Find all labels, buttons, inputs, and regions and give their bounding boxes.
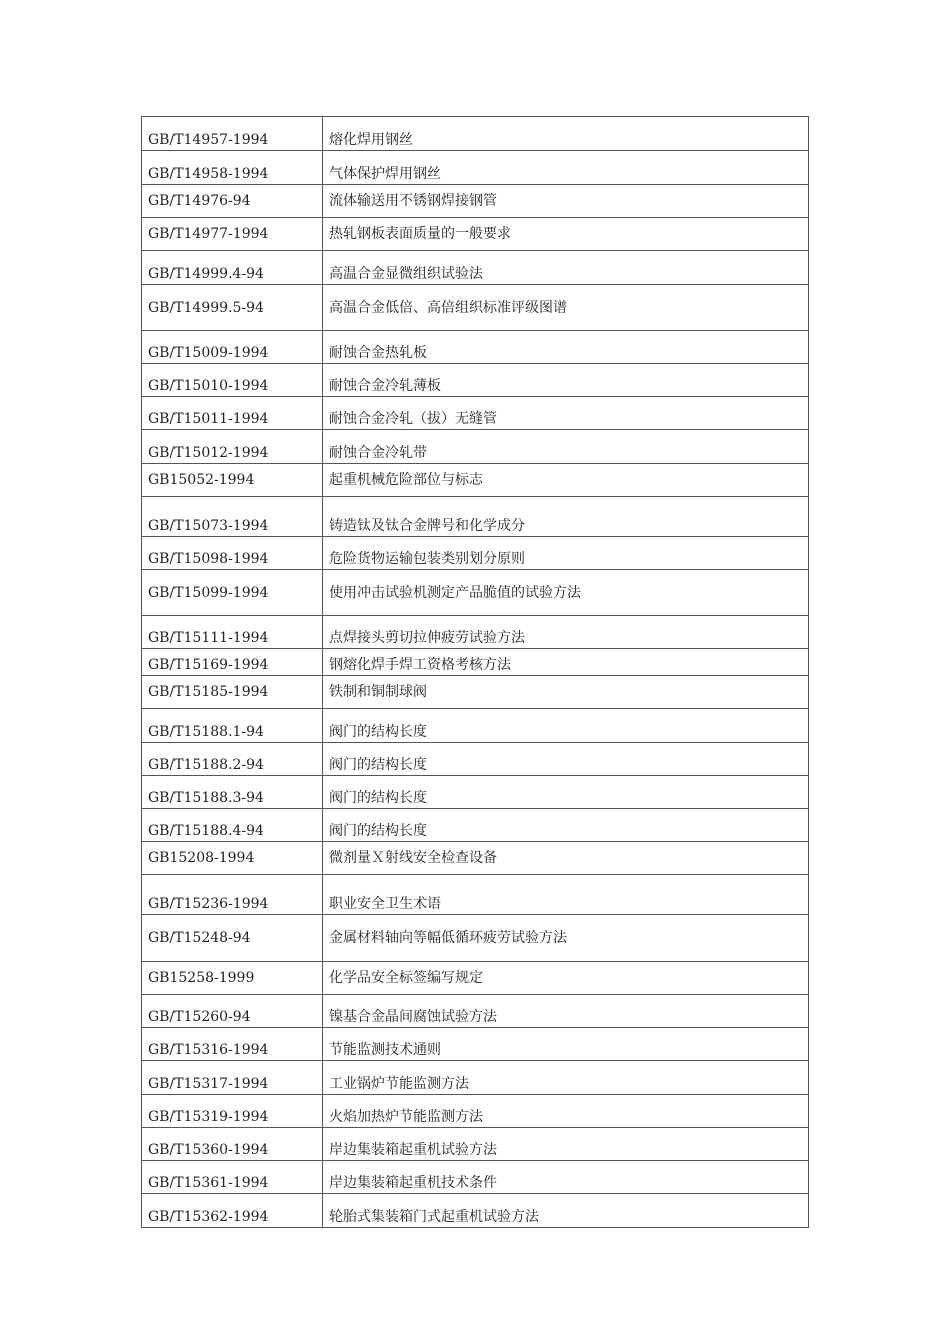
table-row	[142, 331, 809, 364]
standard-code: GB/T15188.3-94	[142, 776, 323, 809]
table-row	[142, 1095, 809, 1128]
table-row	[142, 676, 809, 709]
standard-name: 化学品安全标签编写规定	[323, 962, 809, 995]
table-row	[142, 251, 809, 285]
standard-code: GB/T15260-94	[142, 995, 323, 1028]
standard-name: 使用冲击试验机测定产品脆值的试验方法	[323, 570, 809, 616]
standard-code: GB/T15185-1994	[142, 676, 323, 709]
table-row	[142, 570, 809, 616]
standards-table-body	[142, 117, 809, 1228]
table-row	[142, 537, 809, 570]
standard-name: 阀门的结构长度	[323, 776, 809, 809]
table-row	[142, 1128, 809, 1161]
standard-code: GB15052-1994	[142, 464, 323, 497]
standard-name: 阀门的结构长度	[323, 809, 809, 842]
table-row	[142, 397, 809, 430]
standard-name: 起重机械危险部位与标志	[323, 464, 809, 497]
table-row	[142, 464, 809, 497]
table-row	[142, 1161, 809, 1194]
standard-code: GB15208-1994	[142, 842, 323, 875]
standard-code: GB/T15319-1994	[142, 1095, 323, 1128]
table-row	[142, 915, 809, 962]
standard-name: 高温合金显微组织试验法	[323, 251, 809, 285]
standard-name: 高温合金低倍、高倍组织标准评级图谱	[323, 285, 809, 331]
standard-code: GB/T15188.1-94	[142, 709, 323, 743]
standard-name: 耐蚀合金冷轧带	[323, 430, 809, 464]
standard-name: 铁制和铜制球阀	[323, 676, 809, 709]
table-row	[142, 117, 809, 151]
table-row	[142, 1194, 809, 1228]
table-row	[142, 185, 809, 218]
standard-code: GB/T15169-1994	[142, 649, 323, 676]
standard-code: GB/T14999.4-94	[142, 251, 323, 285]
standard-code: GB/T15360-1994	[142, 1128, 323, 1161]
standard-name: 阀门的结构长度	[323, 743, 809, 776]
standard-name: 职业安全卫生术语	[323, 875, 809, 915]
standard-name: 危险货物运输包装类别划分原则	[323, 537, 809, 570]
table-row	[142, 842, 809, 875]
standard-name: 流体输送用不锈钢焊接钢管	[323, 185, 809, 218]
table-row	[142, 1061, 809, 1095]
standard-code: GB/T15188.4-94	[142, 809, 323, 842]
standard-name: 微剂量Ｘ射线安全检查设备	[323, 842, 809, 875]
table-row	[142, 995, 809, 1028]
standard-name: 耐蚀合金热轧板	[323, 331, 809, 364]
table-row	[142, 364, 809, 397]
standard-name: 节能监测技术通则	[323, 1028, 809, 1061]
standards-table	[141, 116, 809, 1228]
standard-code: GB/T14976-94	[142, 185, 323, 218]
standard-name: 工业锅炉节能监测方法	[323, 1061, 809, 1095]
table-row	[142, 776, 809, 809]
standard-code: GB/T15361-1994	[142, 1161, 323, 1194]
standard-code: GB/T15010-1994	[142, 364, 323, 397]
standard-code: GB/T15099-1994	[142, 570, 323, 616]
table-row	[142, 1028, 809, 1061]
table-row	[142, 430, 809, 464]
table-row	[142, 709, 809, 743]
standard-code: GB/T15317-1994	[142, 1061, 323, 1095]
standard-name: 铸造钛及钛合金牌号和化学成分	[323, 497, 809, 537]
standard-code: GB/T14958-1994	[142, 151, 323, 185]
standard-code: GB/T15236-1994	[142, 875, 323, 915]
standard-name: 热轧钢板表面质量的一般要求	[323, 218, 809, 251]
standard-code: GB/T14977-1994	[142, 218, 323, 251]
standard-name: 阀门的结构长度	[323, 709, 809, 743]
standard-name: 气体保护焊用钢丝	[323, 151, 809, 185]
standard-code: GB/T15073-1994	[142, 497, 323, 537]
table-row	[142, 962, 809, 995]
standard-name: 耐蚀合金冷轧薄板	[323, 364, 809, 397]
standard-code: GB/T15012-1994	[142, 430, 323, 464]
table-row	[142, 809, 809, 842]
standard-code: GB/T15316-1994	[142, 1028, 323, 1061]
standard-name: 火焰加热炉节能监测方法	[323, 1095, 809, 1128]
standard-name: 钢熔化焊手焊工资格考核方法	[323, 649, 809, 676]
standard-code: GB/T15009-1994	[142, 331, 323, 364]
standard-code: GB/T14999.5-94	[142, 285, 323, 331]
standard-code: GB/T15248-94	[142, 915, 323, 962]
standard-code: GB/T15098-1994	[142, 537, 323, 570]
standard-code: GB/T15011-1994	[142, 397, 323, 430]
table-row	[142, 151, 809, 185]
table-row	[142, 218, 809, 251]
standard-code: GB/T15111-1994	[142, 616, 323, 649]
standard-code: GB/T15362-1994	[142, 1194, 323, 1228]
standard-name: 耐蚀合金冷轧（拔）无缝管	[323, 397, 809, 430]
standard-name: 轮胎式集装箱门式起重机试验方法	[323, 1194, 809, 1228]
standard-name: 熔化焊用钢丝	[323, 117, 809, 151]
table-row	[142, 649, 809, 676]
standard-name: 岸边集装箱起重机试验方法	[323, 1128, 809, 1161]
standard-code: GB/T14957-1994	[142, 117, 323, 151]
standard-name: 岸边集装箱起重机技术条件	[323, 1161, 809, 1194]
standard-code: GB15258-1999	[142, 962, 323, 995]
table-row	[142, 616, 809, 649]
table-row	[142, 497, 809, 537]
table-row	[142, 285, 809, 331]
table-row	[142, 743, 809, 776]
table-row	[142, 875, 809, 915]
standard-code: GB/T15188.2-94	[142, 743, 323, 776]
standard-name: 点焊接头剪切拉伸疲劳试验方法	[323, 616, 809, 649]
standard-name: 金属材料轴向等幅低循环疲劳试验方法	[323, 915, 809, 962]
standard-name: 镍基合金晶间腐蚀试验方法	[323, 995, 809, 1028]
